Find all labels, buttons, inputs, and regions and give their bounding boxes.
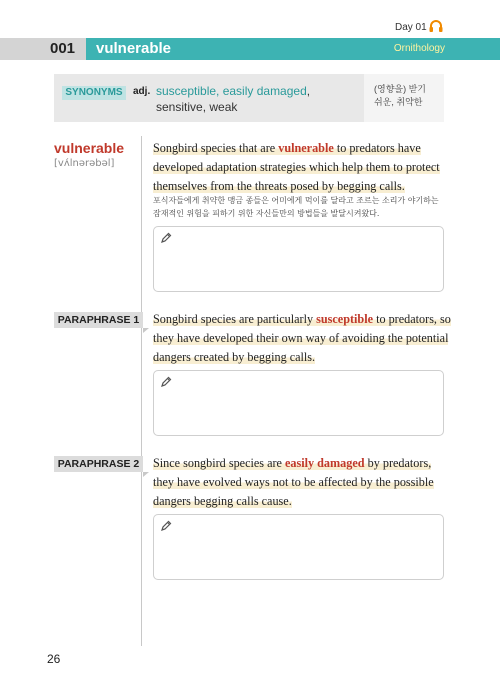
synonym-highlighted: susceptible, easily damaged — [156, 84, 307, 98]
pencil-icon — [160, 232, 172, 244]
synonyms-box — [54, 74, 444, 122]
paraphrase-1-sentence — [153, 310, 453, 367]
korean-line-2: 쉬운, 취약한 — [374, 97, 423, 107]
keyword: susceptible — [316, 312, 374, 326]
paraphrase-1-tag: PARAPHRASE 1 — [54, 312, 143, 328]
sentence-text: to predators have developed adaptation strategies which help them to protect themselves from the threats posed by begging calls. — [153, 141, 440, 193]
sentence-text: Songbird species are particularly — [153, 312, 317, 326]
note-box[interactable] — [153, 514, 444, 580]
sentence-text: to predators, so they have developed their own way of avoiding the potential dangers created by begging calls. — [153, 312, 451, 364]
example-sentence — [153, 139, 453, 196]
sentence-text: Songbird species that are — [153, 141, 279, 155]
word-header-bar — [0, 38, 500, 60]
sentence-text: Since songbird species are — [153, 456, 285, 470]
pencil-icon — [160, 520, 172, 532]
divider-line — [141, 136, 142, 646]
entry-pronunciation: [vʌ́lnərəbəl] — [54, 158, 115, 169]
pencil-icon — [160, 376, 172, 388]
synonym-separator: , — [306, 84, 311, 98]
synonym-plain: sensitive, weak — [156, 100, 238, 114]
page-number: 26 — [47, 652, 61, 666]
keyword: vulnerable — [278, 141, 334, 155]
word-number: 001 — [0, 38, 86, 60]
header-word: vulnerable — [86, 38, 500, 60]
note-box[interactable] — [153, 226, 444, 292]
category-label: Ornithology — [393, 43, 445, 54]
keyword: easily damaged — [285, 456, 365, 470]
paraphrase-2-sentence — [153, 454, 453, 511]
part-of-speech: adj. — [133, 86, 151, 97]
synonym-list — [156, 83, 361, 115]
paraphrase-2-tag: PARAPHRASE 2 — [54, 456, 143, 472]
korean-translation: 포식자들에게 취약한 맹금 종들은 어미에게 먹이를 달라고 조르는 소리가 야기하는 잠재적인 위험을 피하기 위한 자신들만의 방법들을 발달시켜왔다. — [153, 196, 439, 218]
day-label: Day 01 — [395, 22, 427, 33]
entry-word: vulnerable — [54, 140, 125, 156]
headphone-icon[interactable] — [428, 18, 444, 34]
korean-line-1: (영향을) 받기 — [374, 84, 426, 94]
synonyms-korean — [364, 74, 444, 122]
note-box[interactable] — [153, 370, 444, 436]
synonyms-tag: SYNONYMS — [62, 86, 126, 100]
sentence-text: by predators, they have evolved ways not to be affected by the possible dangers begging calls cause. — [153, 456, 434, 508]
